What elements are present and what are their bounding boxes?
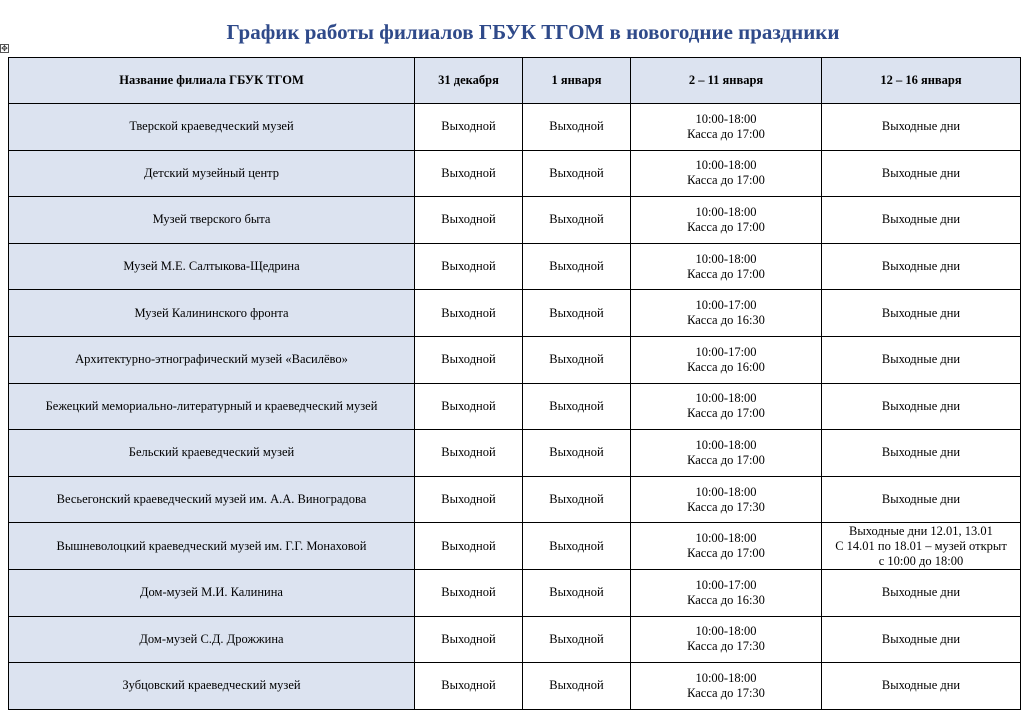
jan-2-11-cell-line: Касса до 16:30 <box>687 313 765 328</box>
header-jan-2-11: 2 – 11 января <box>631 58 822 104</box>
jan-2-11-cell-line: 10:00-18:00 <box>695 158 757 173</box>
jan-1-cell: Выходной <box>523 523 631 570</box>
branch-name-cell: Вышневолоцкий краеведческий музей им. Г.Г. Монаховой <box>9 523 415 570</box>
jan-2-11-cell-line: Касса до 17:30 <box>687 499 765 514</box>
jan-2-11-cell <box>631 569 822 616</box>
jan-12-16-cell-line: Выходные дни <box>881 445 961 460</box>
jan-2-11-cell <box>631 663 822 710</box>
branch-name-cell: Музей тверского быта <box>9 197 415 244</box>
jan-2-11-cell-line: Касса до 17:00 <box>687 546 765 561</box>
jan-12-16-cell <box>822 336 1021 383</box>
jan-2-11-cell <box>631 383 822 430</box>
jan-1-cell: Выходной <box>523 197 631 244</box>
dec-31-cell: Выходной <box>415 616 523 663</box>
branch-name-cell: Музей М.Е. Салтыкова-Щедрина <box>9 243 415 290</box>
jan-1-cell: Выходной <box>523 616 631 663</box>
jan-2-11-cell-line: Касса до 17:00 <box>687 219 765 234</box>
table-row <box>9 663 1021 710</box>
jan-12-16-cell-line: Выходные дни <box>881 585 961 600</box>
jan-12-16-cell-line: Выходные дни <box>881 305 961 320</box>
dec-31-cell: Выходной <box>415 430 523 477</box>
jan-12-16-cell-line: Выходные дни <box>881 352 961 367</box>
jan-2-11-cell-line: Касса до 16:00 <box>687 359 765 374</box>
jan-2-11-cell <box>631 104 822 151</box>
jan-2-11-cell-line: Касса до 16:30 <box>687 592 765 607</box>
branch-name-cell: Дом-музей М.И. Калинина <box>9 569 415 616</box>
branch-name-cell: Весьегонский краеведческий музей им. А.А. Виноградова <box>9 476 415 523</box>
header-dec-31: 31 декабря <box>415 58 523 104</box>
jan-12-16-cell <box>822 150 1021 197</box>
jan-12-16-cell <box>822 616 1021 663</box>
header-branch-name: Название филиала ГБУК ТГОМ <box>9 58 415 104</box>
table-header-row <box>9 58 1021 104</box>
jan-2-11-cell <box>631 243 822 290</box>
dec-31-cell: Выходной <box>415 150 523 197</box>
dec-31-cell: Выходной <box>415 197 523 244</box>
table-row <box>9 523 1021 570</box>
jan-1-cell: Выходной <box>523 383 631 430</box>
move-cross-icon[interactable]: ✥ <box>1 44 8 53</box>
jan-12-16-cell-line: Выходные дни <box>881 165 961 180</box>
jan-2-11-cell-line: 10:00-18:00 <box>695 531 757 546</box>
jan-2-11-cell-line: 10:00-18:00 <box>695 670 757 685</box>
dec-31-cell: Выходной <box>415 523 523 570</box>
table-row <box>9 430 1021 477</box>
dec-31-cell: Выходной <box>415 383 523 430</box>
jan-1-cell: Выходной <box>523 569 631 616</box>
branch-name-cell: Тверской краеведческий музей <box>9 104 415 151</box>
table-row <box>9 290 1021 337</box>
jan-2-11-cell-line: 10:00-17:00 <box>695 298 757 313</box>
jan-12-16-cell-line: Выходные дни 12.01, 13.01 <box>849 523 993 538</box>
jan-2-11-cell <box>631 430 822 477</box>
table-row <box>9 150 1021 197</box>
page-title: График работы филиалов ГБУК ТГОМ в новогодние праздники <box>226 20 840 44</box>
table-row <box>9 476 1021 523</box>
dec-31-cell: Выходной <box>415 243 523 290</box>
jan-2-11-cell-line: 10:00-18:00 <box>695 251 757 266</box>
jan-2-11-cell-line: 10:00-18:00 <box>695 624 757 639</box>
jan-2-11-cell-line: 10:00-18:00 <box>695 204 757 219</box>
jan-2-11-cell-line: 10:00-18:00 <box>695 484 757 499</box>
jan-12-16-cell-line: Выходные дни <box>881 492 961 507</box>
dec-31-cell: Выходной <box>415 104 523 151</box>
jan-2-11-cell-line: 10:00-18:00 <box>695 391 757 406</box>
jan-2-11-cell <box>631 336 822 383</box>
table-row <box>9 243 1021 290</box>
jan-12-16-cell-line: Выходные дни <box>881 678 961 693</box>
table-row <box>9 616 1021 663</box>
jan-2-11-cell <box>631 150 822 197</box>
jan-12-16-cell-line: Выходные дни <box>881 259 961 274</box>
dec-31-cell: Выходной <box>415 290 523 337</box>
table-row <box>9 197 1021 244</box>
jan-2-11-cell-line: Касса до 17:00 <box>687 406 765 421</box>
jan-2-11-cell-line: Касса до 17:00 <box>687 452 765 467</box>
header-jan-12-16: 12 – 16 января <box>822 58 1021 104</box>
branch-name-cell: Бежецкий мемориально-литературный и краеведческий музей <box>9 383 415 430</box>
jan-12-16-cell <box>822 569 1021 616</box>
jan-12-16-cell-line: с 10:00 до 18:00 <box>878 553 964 568</box>
jan-12-16-cell-line: Выходные дни <box>881 631 961 646</box>
jan-1-cell: Выходной <box>523 336 631 383</box>
table-row <box>9 383 1021 430</box>
jan-2-11-cell-line: 10:00-18:00 <box>695 111 757 126</box>
jan-12-16-cell-line: Выходные дни <box>881 212 961 227</box>
jan-1-cell: Выходной <box>523 150 631 197</box>
jan-12-16-cell <box>822 430 1021 477</box>
jan-12-16-cell <box>822 383 1021 430</box>
jan-2-11-cell-line: Касса до 17:30 <box>687 685 765 700</box>
jan-2-11-cell <box>631 523 822 570</box>
header-jan-1: 1 января <box>523 58 631 104</box>
jan-2-11-cell <box>631 197 822 244</box>
table-row <box>9 104 1021 151</box>
branch-name-cell: Бельский краеведческий музей <box>9 430 415 477</box>
jan-1-cell: Выходной <box>523 663 631 710</box>
table-row <box>9 336 1021 383</box>
branch-name-cell: Архитектурно-этнографический музей «Василёво» <box>9 336 415 383</box>
jan-2-11-cell <box>631 290 822 337</box>
jan-2-11-cell-line: 10:00-18:00 <box>695 437 757 452</box>
branch-name-cell: Дом-музей С.Д. Дрожжина <box>9 616 415 663</box>
jan-2-11-cell-line: Касса до 17:00 <box>687 173 765 188</box>
dec-31-cell: Выходной <box>415 476 523 523</box>
jan-12-16-cell-line: Выходные дни <box>881 119 961 134</box>
jan-1-cell: Выходной <box>523 476 631 523</box>
jan-12-16-cell <box>822 290 1021 337</box>
jan-12-16-cell <box>822 243 1021 290</box>
schedule-table <box>8 57 1021 710</box>
jan-1-cell: Выходной <box>523 104 631 151</box>
branch-name-cell: Детский музейный центр <box>9 150 415 197</box>
jan-12-16-cell <box>822 197 1021 244</box>
jan-12-16-cell-line: Выходные дни <box>881 398 961 413</box>
jan-1-cell: Выходной <box>523 290 631 337</box>
dec-31-cell: Выходной <box>415 663 523 710</box>
jan-1-cell: Выходной <box>523 430 631 477</box>
jan-2-11-cell-line: Касса до 17:30 <box>687 639 765 654</box>
jan-12-16-cell <box>822 523 1021 570</box>
jan-2-11-cell-line: Касса до 17:00 <box>687 266 765 281</box>
jan-2-11-cell-line: 10:00-17:00 <box>695 577 757 592</box>
dec-31-cell: Выходной <box>415 569 523 616</box>
table-row <box>9 569 1021 616</box>
branch-name-cell: Музей Калининского фронта <box>9 290 415 337</box>
jan-12-16-cell-line: С 14.01 по 18.01 – музей открыт <box>835 538 1007 553</box>
jan-12-16-cell <box>822 104 1021 151</box>
jan-2-11-cell <box>631 616 822 663</box>
jan-2-11-cell <box>631 476 822 523</box>
jan-2-11-cell-line: Касса до 17:00 <box>687 126 765 141</box>
jan-12-16-cell <box>822 476 1021 523</box>
jan-2-11-cell-line: 10:00-17:00 <box>695 344 757 359</box>
jan-1-cell: Выходной <box>523 243 631 290</box>
jan-12-16-cell <box>822 663 1021 710</box>
branch-name-cell: Зубцовский краеведческий музей <box>9 663 415 710</box>
dec-31-cell: Выходной <box>415 336 523 383</box>
